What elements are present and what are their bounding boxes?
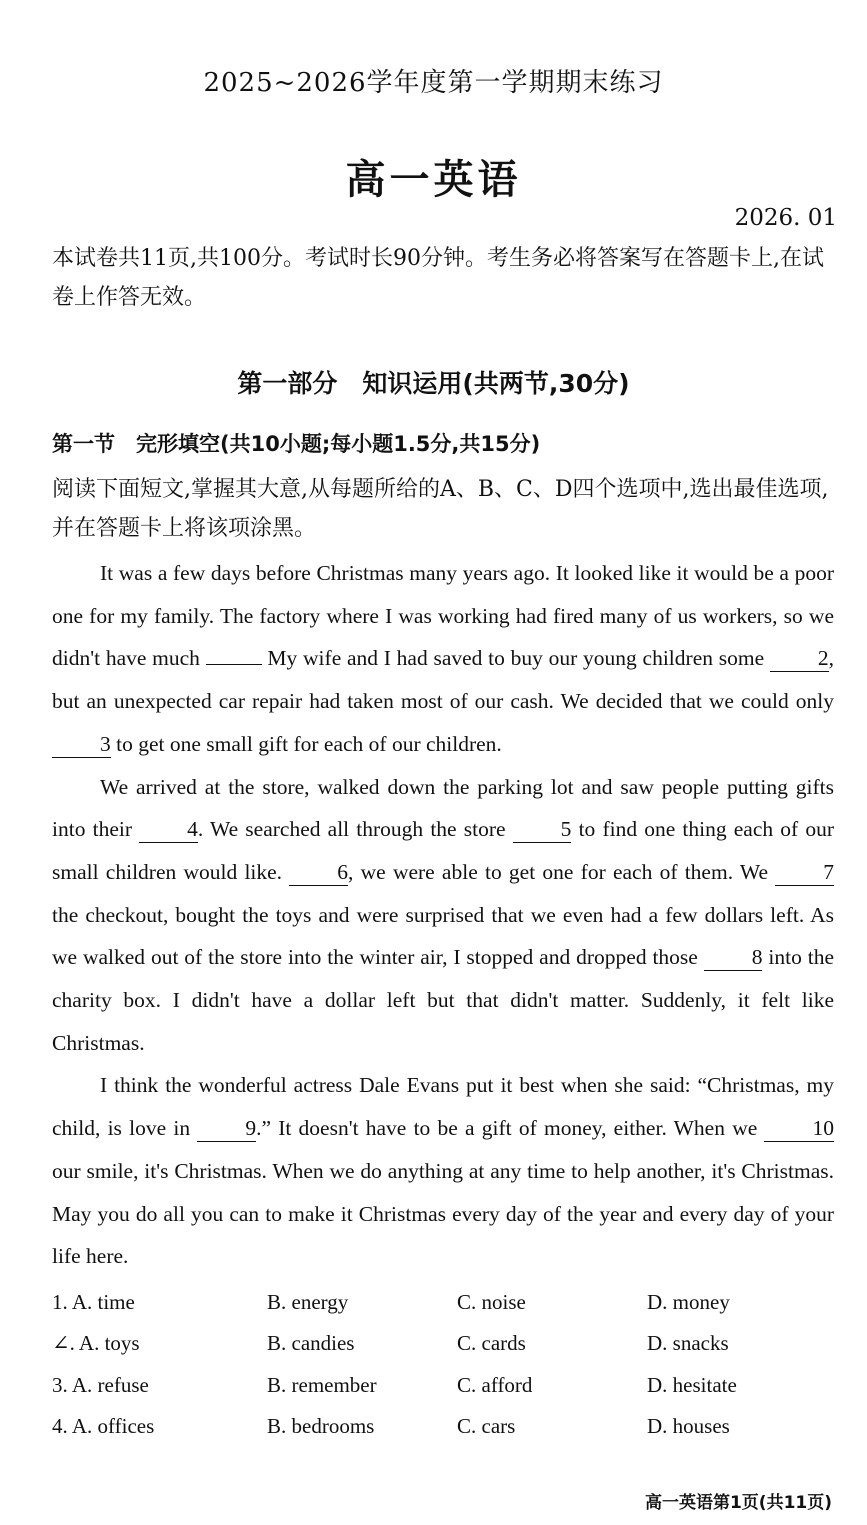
passage-text: to get one small gift for each of our children.: [110, 731, 502, 756]
blank-5: 5: [513, 816, 572, 843]
passage-text: I think the wonderful actress Dale Evans put it best when she said: “Christmas, my child, is love in: [52, 1073, 834, 1141]
passage-text: into the charity box. I didn't have a dollar left but that didn't matter. Suddenly, it felt like Christmas.: [52, 945, 834, 1055]
option-a: ∠. A. toys: [52, 1331, 140, 1356]
blank-4: 4: [139, 816, 198, 843]
blank-8: 8: [704, 944, 763, 971]
option-d: D. houses: [647, 1413, 730, 1438]
section-instructions: 阅读下面短文,掌握其大意,从每题所给的A、B、C、D四个选项中,选出最佳选项,并在答题卡上将该项涂黑。: [52, 477, 829, 541]
blank-1: [206, 664, 262, 665]
passage-text: , we were able to get one for each of them. We: [348, 859, 776, 884]
blank-10: 10: [764, 1115, 834, 1142]
blank-3: 3: [52, 731, 111, 758]
blank-6: 6: [289, 859, 348, 886]
page-footer: 高一英语第1页(共11页): [644, 1493, 832, 1513]
option-d: D. money: [647, 1290, 730, 1314]
passage-text: our smile, it's Christmas. When we do anything at any time to help another, it's Christmas. May you do all you can to make it Christmas every day of the year and every day of your life here.: [52, 1158, 834, 1269]
blank-9: 9: [197, 1115, 256, 1142]
option-row-4: [52, 1414, 842, 1455]
option-c: C. cars: [457, 1413, 516, 1438]
option-row-1: [52, 1290, 842, 1331]
passage-text: , but an unexpected car repair had taken most of our cash. We decided that we could only: [52, 646, 834, 714]
section-one-title: 第一节 完形填空(共10小题;每小题1.5分,共15分): [52, 432, 541, 456]
exam-date: 2026. 01: [734, 205, 837, 231]
answer-options: [52, 1290, 842, 1455]
passage-text: the checkout, bought the toys and were surprised that we even had a few dollars left. As we walked out of the store into the winter air, I stopped and dropped those: [52, 902, 834, 970]
passage-paragraph-1: [52, 552, 834, 766]
cloze-passage: [52, 552, 834, 1278]
exam-intro: [52, 215, 837, 317]
option-b: B. bedrooms: [267, 1413, 375, 1438]
option-a: 1. A. time: [52, 1290, 135, 1314]
blank-7: 7: [775, 859, 834, 886]
passage-text: . We searched all through the store: [197, 817, 513, 842]
option-a: 4. A. offices: [52, 1413, 155, 1438]
option-b: B. remember: [267, 1372, 377, 1397]
option-row-2: [52, 1331, 842, 1372]
option-c: C. noise: [457, 1290, 526, 1314]
passage-text: to find one thing each of our small children would like.: [52, 817, 834, 884]
option-d: D. hesitate: [647, 1372, 737, 1397]
option-c: C. cards: [457, 1331, 526, 1356]
option-c: C. afford: [457, 1372, 533, 1397]
option-row-3: [52, 1373, 842, 1414]
passage-paragraph-3: [52, 1064, 834, 1278]
option-a: 3. A. refuse: [52, 1372, 149, 1397]
part-one-title: 第一部分 知识运用(共两节,30分): [237, 369, 630, 398]
exam-title: 2025~2026学年度第一学期期末练习: [203, 68, 664, 98]
option-b: B. energy: [267, 1290, 349, 1314]
subject-title: 高一英语: [345, 156, 522, 203]
passage-text: .” It doesn't have to be a gift of money, either. When we: [256, 1116, 765, 1141]
passage-text: We arrived at the store, walked down the parking lot and saw people putting gifts into their: [52, 774, 834, 842]
option-b: B. candies: [267, 1331, 355, 1356]
passage-text: It was a few days before Christmas many years ago. It looked like it would be a poor one for my family. The factory where I was working had fired many of us workers, so we didn't have much: [52, 561, 834, 671]
passage-paragraph-2: [52, 766, 834, 1065]
blank-2: 2: [770, 645, 829, 672]
passage-text: My wife and I had saved to buy our young children some: [261, 646, 770, 671]
intro-text: 本试卷共11页,共100分。考试时长90分钟。考生务必将答案写在答题卡上,在试卷上作答无效。: [52, 246, 824, 310]
option-d: D. snacks: [647, 1331, 729, 1356]
